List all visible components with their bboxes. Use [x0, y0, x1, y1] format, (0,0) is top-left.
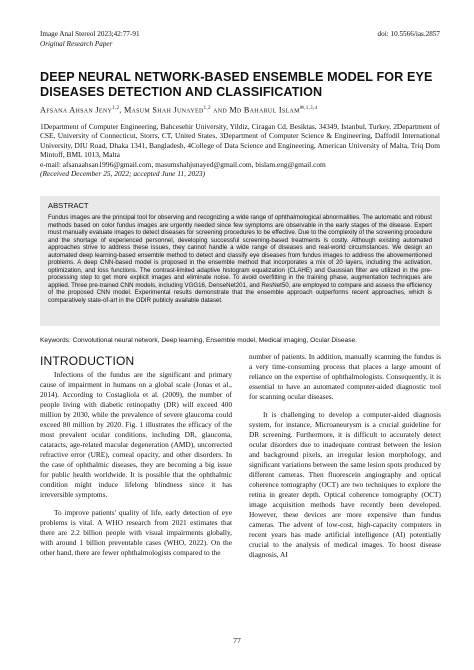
column-right [249, 352, 441, 560]
affiliation-text: 1Department of Computer Engineering, Bahcesehir University, Yildiz, Ciragan Cd, Besiktas, 34349, Istanbul, Turkey, 2Department of CSE, University of Connecticut, Storrs, CT, United States, 3Department of Computer Science & Engineering, Daffodil International University, DIU Road, Dhaka 1341, Bangladesh, 4College of Data Science and Engineering, American University of Malta, Triq Dom Mintoff, BML 1013, Malta [40, 122, 440, 160]
article-type: Original Research Paper [40, 40, 113, 48]
abstract-text: Fundus images are the principal tool for observing and recognizing a wide range of ophthalmological abnormalities. The automatic and robust methods based on color fundus images are urgently needed since few symptoms are observable in the early stages of the disease. Expert must manually evaluate images to detect diseases for screening procedures to be effective. Due to the complexity of the screening procedure and the shortage of experienced personnel, developing successful screening-based treatments is costly. Although existing automated approaches strive to address these issues, they cannot handle a wide range of diseases and real-world circumstances. We design an automated deep learning-based ensemble method to detect and classify eye diseases from fundus images to address the abovementioned problems. A deep CNN-based model is proposed in the ensemble method that incorporates a mix of 20 layers, including the activation, optimization, and loss functions. The contrast-limited adaptive histogram equalization (CLAHE) and Gaussian filter are utilized in the pre-processing step to get more explicit images and eliminate noise. To avoid overfitting in the training phase, augmentation techniques are applied. Three pre-trained CNN models, including VGG16, DenseNet201, and ResNet50, are employed to compare and assess the efficiency of the proposed CNN model. Experimental results demonstrate that the ensemble approach outperforms recent approaches, which is comparatively state-of-art in the ODIR publicly available dataset. [48, 214, 432, 305]
paragraph: It is challenging to develop a computer-aided diagnosis system, for instance, Microaneurysm is a crucial guideline for DR screening. Furthermore, it is difficult to accurately detect ocular disorders due to inadequate contrast between the lesion and background pixels, an irregular lesion morphology, and significant variations between the same lesion spots produced by different cameras. Then fluorescein angiography and optical coherence tomography (OCT) are two techniques to explore the retina in greater depth. Optical coherence tomography (OCT) image acquisition methods have recently been developed. However, these devices are more expensive than fundus cameras. The advent of low-cost, high-capacity computers in recent years has made artificial intelligence (AI) potentially crucial to the analysis of medical images. To boost disease diagnosis, AI [249, 410, 441, 559]
abstract-heading: ABSTRACT [48, 201, 89, 210]
received-dates: (Received December 25, 2022; accepted June 11, 2023) [40, 169, 206, 179]
column-left [40, 370, 232, 558]
paper-title: DEEP NEURAL NETWORK-BASED ENSEMBLE MODEL FOR EYE DISEASES DETECTION AND CLASSIFICATION [40, 70, 433, 99]
journal-citation: Image Anal Stereol 2023;42:77-91 [40, 30, 140, 38]
paragraph: Infections of the fundus are the significant and primary cause of impairment in humans on a global scale (Jonas et al., 2014). According to Costagliola et al. (2009), the number of people living with diabetic retinopathy (DR) will exceed 400 million by 2030, while the prevalence of severe glaucoma could exceed 80 million by 2020. Fig. 1 illustrates the efficacy of the most prevalent ocular conditions, including DR, glaucoma, cataracts, age-related macular degeneration (AMD), uncorrected refractive error (URE), corneal opacity, and other disorders. In the case of ophthalmic diseases, they are becoming a big issue for public health worldwide. It is possible that the ophthalmic condition might induce lifelong blindness since it has irreversible symptoms. [40, 370, 232, 499]
keywords: Keywords: Convolutional neural network, Deep learning, Ensemble model, Medical imaging, Ocular Disease. [40, 337, 358, 344]
author-list: Afsana Ahsan Jeny$^{1,2}$, Masum Shah Junayed$^{1,2}$ and Md Baharul Islam$^{✉,1,3,4}$ [40, 105, 318, 115]
email-line: e-mail: afsanaahsan1996@gmail.com, masumshahjunayed@gmail.com, bislam.eng@gmail.com [40, 159, 326, 169]
doi: doi: 10.5566/ias.2857 [377, 30, 440, 38]
section-heading-introduction: INTRODUCTION [40, 354, 135, 368]
affiliations [40, 122, 440, 178]
paragraph: number of patients. In addition, manually scanning the fundus is a very time-consuming process that places a large amount of reliance on the expertise of ophthalmologists. Consequently, it is essential to have an automated computer-aided diagnostic tool for scanning ocular diseases. [249, 352, 441, 401]
page-number: 77 [233, 636, 241, 645]
paragraph: To improve patients' quality of life, early detection of eye problems is vital. A WHO research from 2021 estimates that there are 2.2 billion people with visual impairments globally, with around 1 billion preventable cases (WHO, 2022). On the other hand, there are fewer ophthalmologists compared to the [40, 508, 232, 557]
